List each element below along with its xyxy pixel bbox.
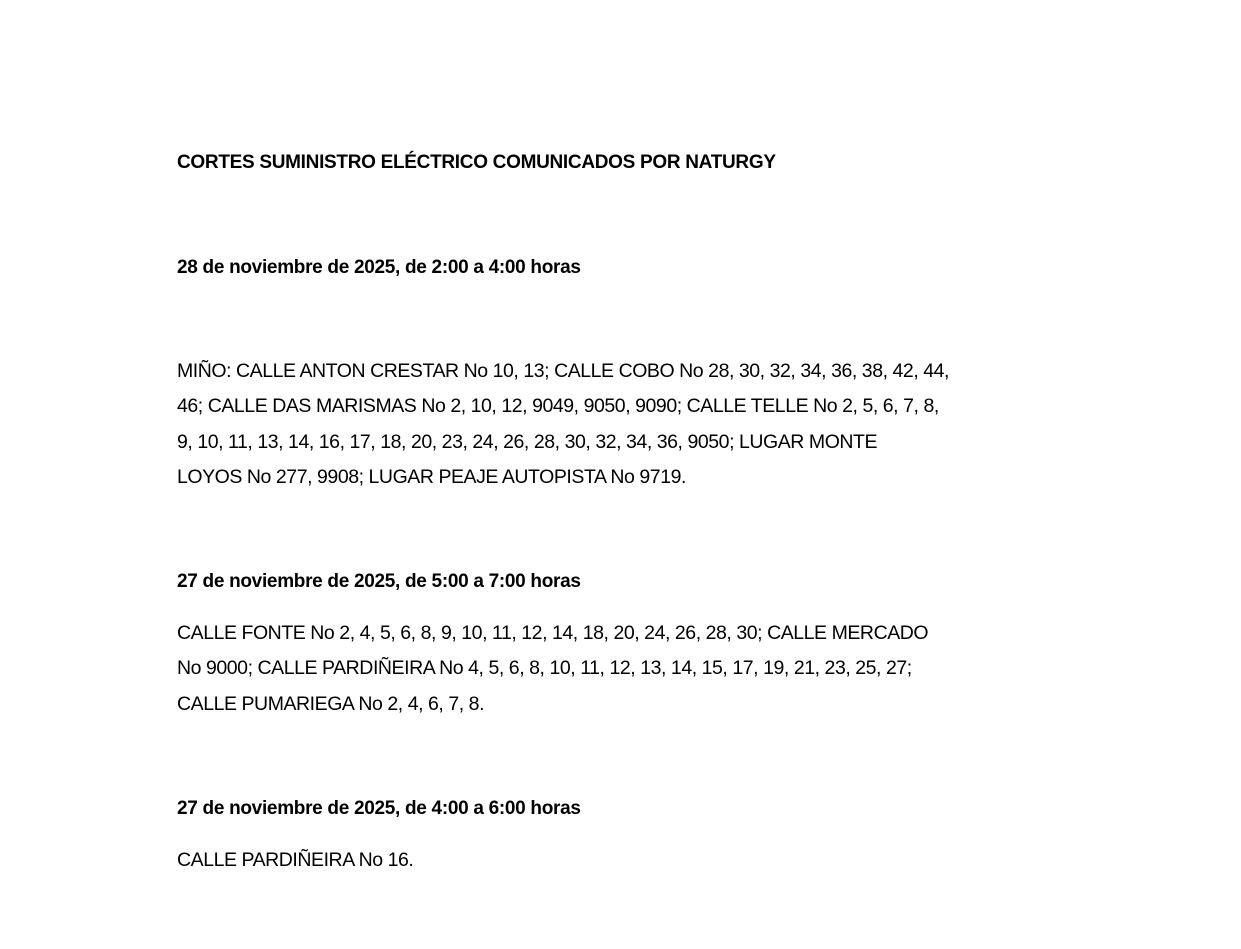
body-line: CALLE FONTE No 2, 4, 5, 6, 8, 9, 10, 11, 12, 14, 18, 20, 24, 26, 28, 30; CALLE MERCADO bbox=[177, 622, 929, 644]
section-body bbox=[177, 616, 1077, 722]
body-line: No 9000; CALLE PARDIÑEIRA No 4, 5, 6, 8, 10, 11, 12, 13, 14, 15, 17, 19, 21, 23, 25, 27; bbox=[177, 657, 912, 680]
section-heading: 27 de noviembre de 2025, de 4:00 a 6:00 horas bbox=[177, 798, 581, 819]
body-line: MIÑO: CALLE ANTON CRESTAR No 10, 13; CALLE COBO No 28, 30, 32, 34, 36, 38, 42, 44, bbox=[177, 360, 950, 382]
document-title: CORTES SUMINISTRO ELÉCTRICO COMUNICADOS POR NATURGY bbox=[177, 152, 776, 173]
body-line: CALLE PUMARIEGA No 2, 4, 6, 7, 8. bbox=[177, 692, 485, 715]
section-body bbox=[177, 843, 1077, 878]
section-heading: 28 de noviembre de 2025, de 2:00 a 4:00 horas bbox=[177, 257, 581, 278]
section-body bbox=[177, 354, 1077, 495]
body-line: 9, 10, 11, 13, 14, 16, 17, 18, 20, 23, 24, 26, 28, 30, 32, 34, 36, 9050; LUGAR MONTE bbox=[177, 430, 878, 453]
section-heading: 27 de noviembre de 2025, de 5:00 a 7:00 horas bbox=[177, 571, 581, 592]
body-line: 46; CALLE DAS MARISMAS No 2, 10, 12, 9049, 9050, 9090; CALLE TELLE No 2, 5, 6, 7, 8, bbox=[177, 395, 939, 418]
body-line: LOYOS No 277, 9908; LUGAR PEAJE AUTOPISTA No 9719. bbox=[177, 465, 686, 488]
body-line: CALLE PARDIÑEIRA No 16. bbox=[177, 849, 414, 871]
